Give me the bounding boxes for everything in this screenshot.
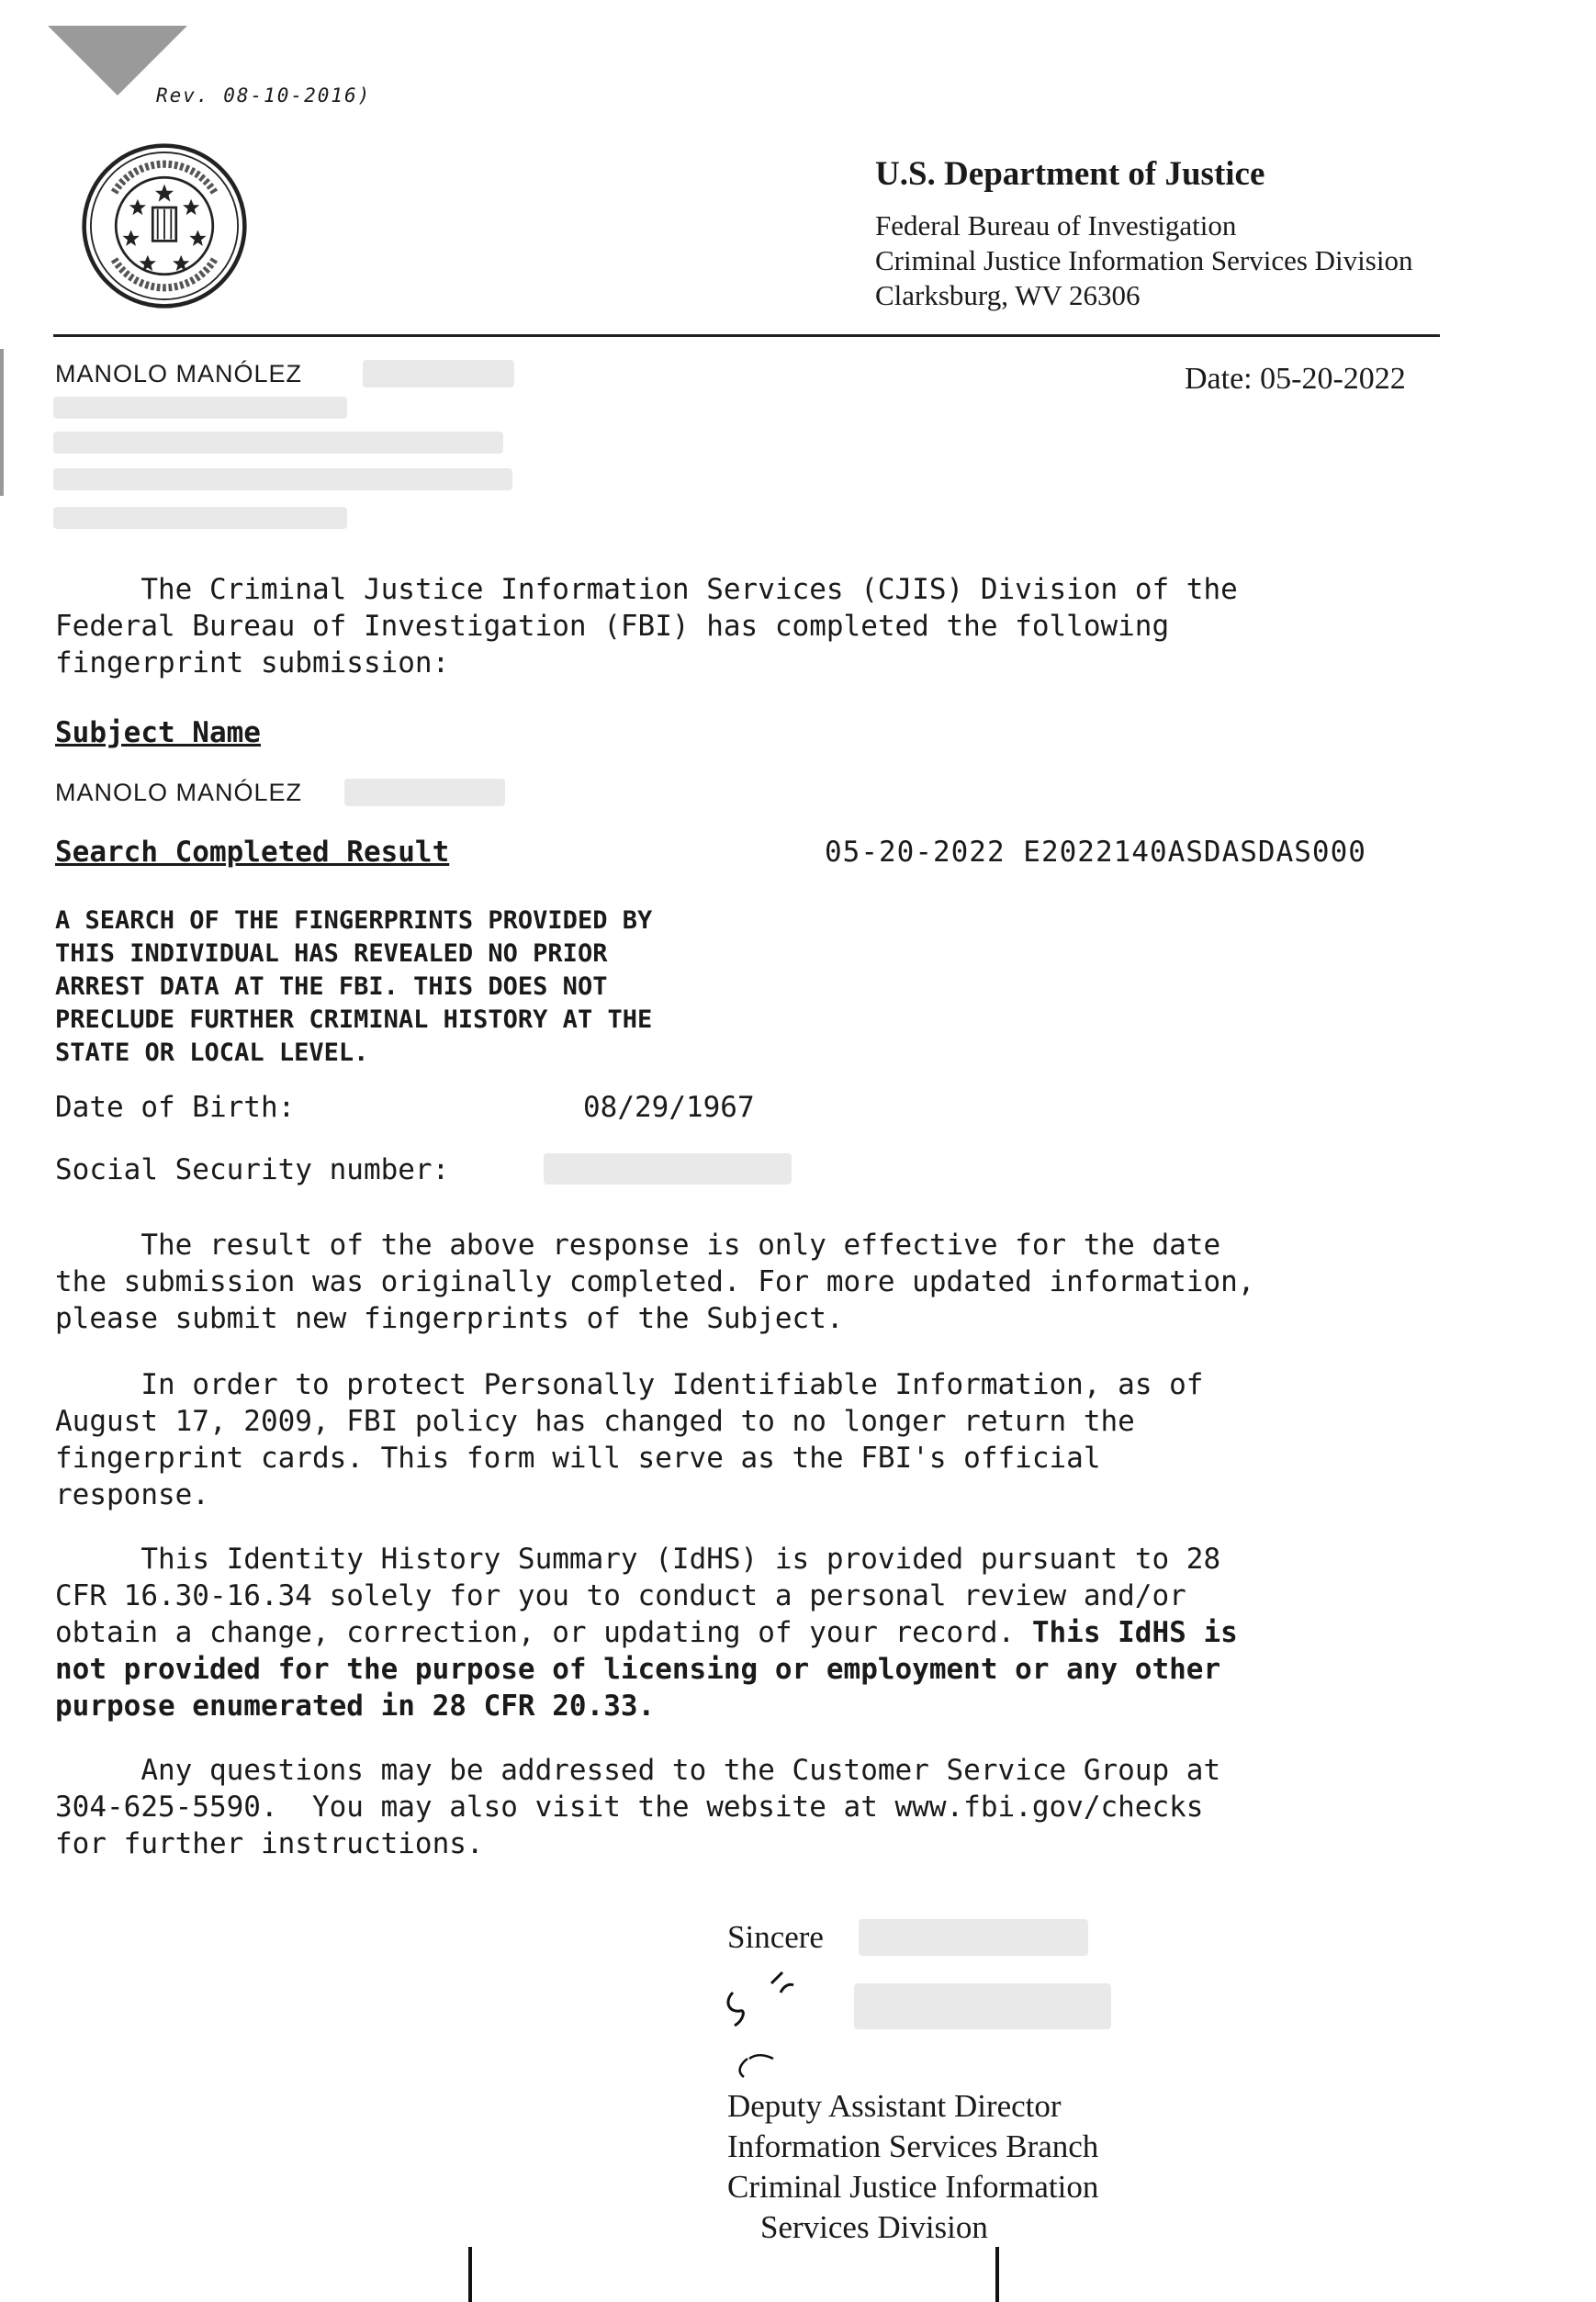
idhs-paragraph-regular: This Identity History Summary (IdHS) is provided pursuant to 28 CFR 16.30-16.34 solely for you to conduct a personal review and/or obtain a change, correction, or updating of your record. [55, 1543, 1221, 1649]
revision-label: Rev. 08-10-2016) [156, 84, 372, 107]
intro-paragraph: The Criminal Justice Information Services (CJIS) Division of the Federal Bureau of Investigation (FBI) has completed the following fingerprint submission: [55, 573, 1238, 679]
redaction-addressee-surname [363, 360, 514, 387]
signature-block [727, 2086, 1098, 2248]
search-completed-heading: Search Completed Result [55, 836, 450, 869]
addressee-name: MANOLO MANÓLEZ [55, 360, 303, 387]
letterhead-line-address: Clarksburg, WV 26306 [875, 279, 1141, 311]
redaction-signature-area [854, 1983, 1111, 2029]
subject-name-heading: Subject Name [55, 716, 261, 749]
fold-mark-right [995, 2247, 999, 2302]
idhs-paragraph-bold: This IdHS is not provided for the purpose of licensing or employment or any other purpose enumerated in 28 CFR 20.33. [55, 1616, 1238, 1723]
letterhead [875, 154, 1412, 313]
letterhead-line-division: Criminal Justice Information Services Division [875, 244, 1413, 276]
department-title: U.S. Department of Justice [875, 155, 1265, 193]
effective-date-paragraph: The result of the above response is only effective for the date the submission was originally completed. For more updated information, please submit new fingerprints of the Subject. [55, 1229, 1255, 1335]
dob-value: 08/29/1967 [583, 1091, 755, 1124]
letter-date: Date: 05-20-2022 [1185, 362, 1406, 396]
signer-title: Deputy Assistant Director [727, 2088, 1062, 2124]
subject-name-value: MANOLO MANÓLEZ [55, 779, 303, 806]
header-divider [53, 334, 1440, 337]
closing-salutation: Sincere [727, 1919, 824, 1955]
signer-branch: Information Services Branch [727, 2128, 1099, 2164]
redaction-closing [859, 1919, 1088, 1956]
fold-mark-left [468, 2247, 472, 2302]
idhs-paragraph [55, 1541, 1238, 1724]
ssn-label: Social Security number: [55, 1153, 450, 1186]
signer-division-line-1: Criminal Justice Information [727, 2169, 1099, 2205]
search-reference: 05-20-2022 E2022140ASDASDAS000 [825, 836, 1366, 869]
signer-division-line-2: Services Division [760, 2209, 988, 2245]
fbi-seal-icon [81, 142, 248, 309]
redaction-address-line-4 [53, 507, 347, 529]
pii-policy-paragraph: In order to protect Personally Identifiable Information, as of August 17, 2009, FBI policy has changed to no longer return the fingerprint cards. This form will serve as the FBI's official response. [55, 1368, 1204, 1511]
signature-icon [716, 1956, 845, 2084]
search-result-message: A SEARCH OF THE FINGERPRINTS PROVIDED BY THIS INDIVIDUAL HAS REVEALED NO PRIOR ARREST DATA AT THE FBI. THIS DOES NOT PRECLUDE FURTHER CRIMINAL HISTORY AT THE STATE OR LOCAL LEVEL. [55, 906, 653, 1067]
redaction-subject-surname [344, 779, 505, 806]
contact-paragraph: Any questions may be addressed to the Customer Service Group at 304-625-5590. You may also visit the website at www.fbi.gov/checks for further instructions. [55, 1754, 1221, 1860]
dob-label: Date of Birth: [55, 1091, 296, 1124]
scan-edge-shadow [0, 349, 4, 496]
redaction-address-line-2 [53, 432, 503, 454]
redaction-address-line-1 [53, 397, 347, 419]
redaction-ssn [544, 1153, 792, 1185]
redaction-address-line-3 [53, 468, 512, 490]
letterhead-line-bureau: Federal Bureau of Investigation [875, 209, 1237, 241]
